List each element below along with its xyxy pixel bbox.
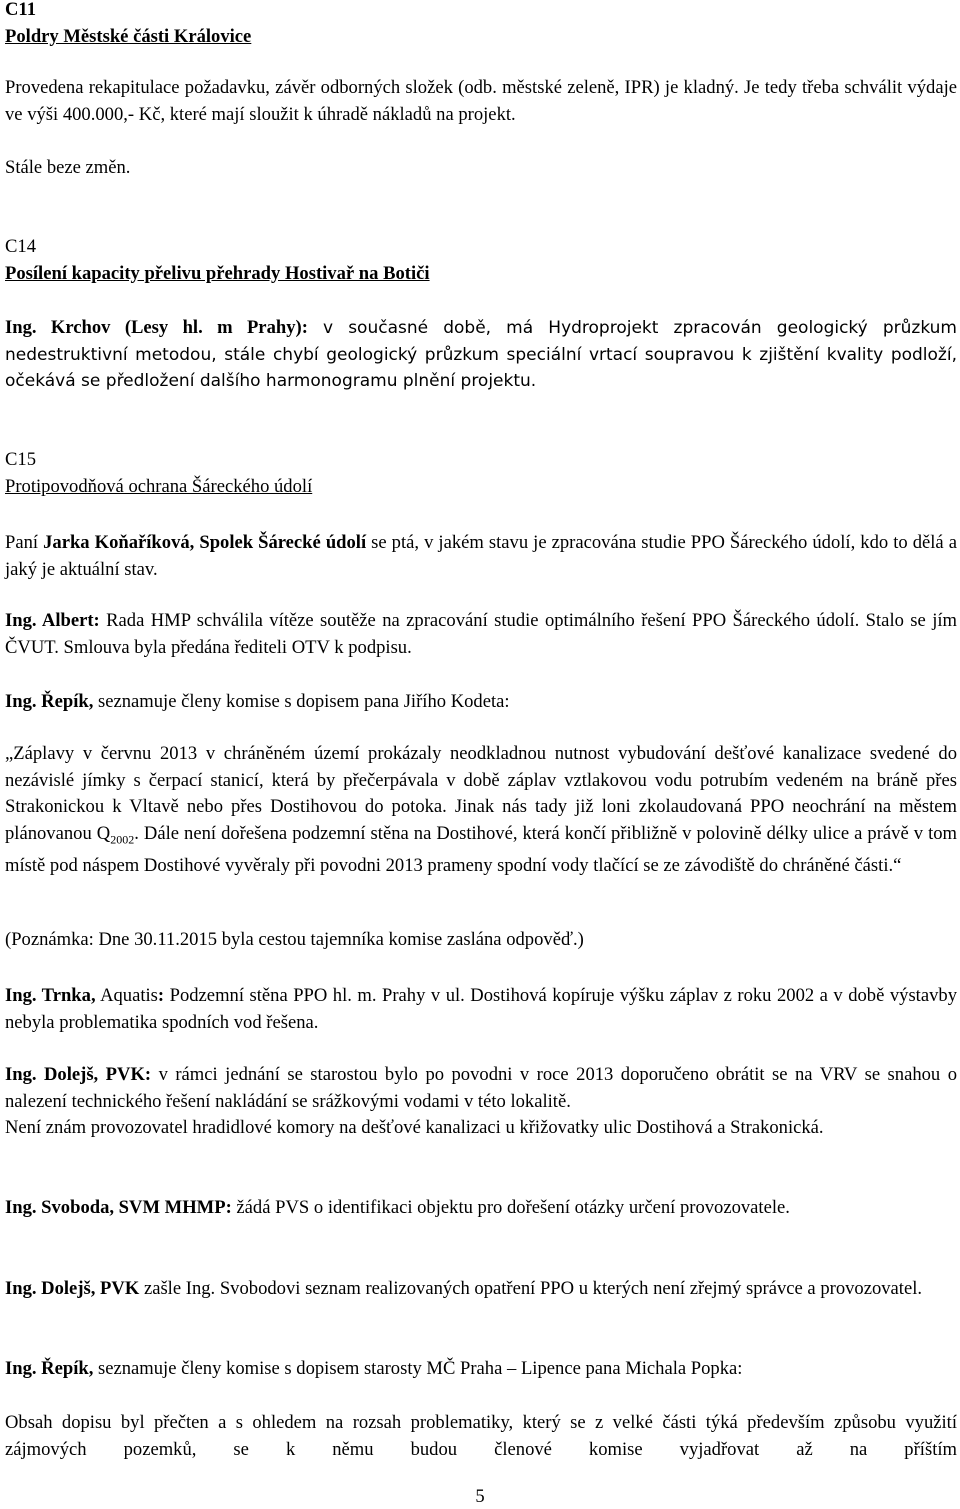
paragraph-text: Rada HMP schválila vítěze soutěže na zpracování studie optimálního řešení PPO Šáreckého údolí. Stalo se jím ČVUT. Smlouva byla předána řediteli OTV k podpisu. xyxy=(5,610,958,658)
paragraph-text: žádá PVS o identifikaci objektu pro dořešení otázky určení provozovatele. xyxy=(231,1197,790,1218)
paragraph-text: seznamuje členy komise s dopisem pana Jiřího Kodeta: xyxy=(93,691,510,712)
note: (Poznámka: Dne 30.11.2015 byla cestou tajemníka komise zaslána odpověď.) xyxy=(5,929,584,950)
speaker-name: Ing. Trnka, xyxy=(5,985,96,1006)
paragraph xyxy=(5,1195,957,1222)
speaker-name: Ing. Svoboda, SVM MHMP: xyxy=(5,1197,232,1218)
paragraph xyxy=(5,608,957,661)
speaker-name: Ing. Dolejš, PVK xyxy=(5,1278,140,1299)
section-c14 xyxy=(5,234,957,287)
paragraph xyxy=(5,530,957,583)
section-title: Protipovodňová ochrana Šáreckého údolí xyxy=(5,475,313,497)
quoted-letter xyxy=(5,741,957,880)
page-number: 5 xyxy=(475,1486,485,1507)
speaker-name: Ing. Dolejš, PVK: xyxy=(5,1064,152,1085)
section-code: C15 xyxy=(5,449,36,470)
paragraph: Není znám provozovatel hradidlové komory na dešťové kanalizaci u křižovatky ulic Dostihová a Strakonická. xyxy=(5,1117,824,1138)
paragraph xyxy=(5,689,957,716)
colon: : xyxy=(157,985,165,1006)
paragraph-text: Podzemní stěna PPO hl. m. Prahy v ul. Dostihová kopíruje výšku záplav z roku 2002 a v době výstavby nebyla problematika spodních vod řešena. xyxy=(5,985,957,1033)
paragraph xyxy=(5,1062,957,1115)
paragraph xyxy=(5,983,957,1036)
section-c11 xyxy=(5,0,957,50)
paragraph-text: Paní xyxy=(5,532,44,553)
paragraph: Provedena rekapitulace požadavku, závěr odborných složek (odb. městské zeleně, IPR) je kladný. Je tedy třeba schválit výdaje ve výši 400.000,- Kč, které mají sloužit k úhradě nákladů na projekt. xyxy=(5,77,957,125)
quote-text: „Záplavy v červnu 2013 v chráněném území prokázaly neodkladnou nutnost vybudování dešťové kanalizace svedené do nezávislé jímky s čerpací stanicí, která by přečerpávala v době záplav vztlakovou vodu potrubím vedeném na bráně přes Strakonickou k Vltavě nebo přes Dostihovou do potoka. Jinak nás tady již loni zkolaudovaná PPO neochrání na městem plánovanou Q xyxy=(5,743,957,844)
paragraph-text: v současné době, má Hydroprojekt zpracován geologický průzkum nedestruktivní metodou, stále chybí geologický průzkum speciální vrtací soupravou k zjištění kvality podloží, očekává se předložení dalšího harmonogramu plnění projektu. xyxy=(5,318,957,392)
quote-subscript: 2002 xyxy=(110,832,135,847)
section-c15 xyxy=(5,447,957,500)
paragraph xyxy=(5,315,957,395)
speaker-name: Ing. Krchov (Lesy hl. m Prahy): xyxy=(5,317,308,338)
paragraph-text: v rámci jednání se starostou bylo po povodni v roce 2013 doporučeno obrátit se na VRV se snahou o nalezení technického řešení nakládání se srážkovými vodami v této lokalitě. xyxy=(5,1064,957,1112)
paragraph xyxy=(5,1356,957,1383)
section-code: C11 xyxy=(5,0,36,20)
section-title: Posílení kapacity přelivu přehrady Hostivař na Botiči xyxy=(5,262,430,284)
speaker-name: Ing. Řepík, xyxy=(5,691,94,712)
speaker-name: Ing. Řepík, xyxy=(5,1358,94,1379)
paragraph-text: zašle Ing. Svobodovi seznam realizovaných opatření PPO u kterých není zřejmý správce a provozovatel. xyxy=(139,1278,923,1299)
section-title: Poldry Městské části Královice xyxy=(5,25,252,47)
organization: Aquatis xyxy=(95,985,158,1006)
paragraph xyxy=(5,1276,957,1303)
paragraph: Stále beze změn. xyxy=(5,157,131,178)
speaker-name: Jarka Koňaříková, Spolek Šárecké údolí xyxy=(43,532,367,553)
speaker-name: Ing. Albert: xyxy=(5,610,100,631)
paragraph-text: seznamuje členy komise s dopisem starosty MČ Praha – Lipence pana Michala Popka: xyxy=(93,1358,743,1379)
quote-text: . Dále není dořešena podzemní stěna na Dostihové, která končí přibližně v polovině délky ulice a právě v tom místě pod náspem Dostihové vyvěraly při povodni 2013 prameny spodní vody tlačící se ze závodiště do chráněné části.“ xyxy=(5,822,957,877)
paragraph: Obsah dopisu byl přečten a s ohledem na rozsah problematiky, který se z velké části týká především způsobu využití zájmových pozemků, se k němu budou členové komise vyjadřovat až na příštím xyxy=(5,1412,957,1460)
paragraph-text: se ptá, v jakém stavu je zpracována studie PPO Šáreckého údolí, kdo to dělá a jaký je aktuální stav. xyxy=(5,532,957,580)
section-code: C14 xyxy=(5,236,36,257)
